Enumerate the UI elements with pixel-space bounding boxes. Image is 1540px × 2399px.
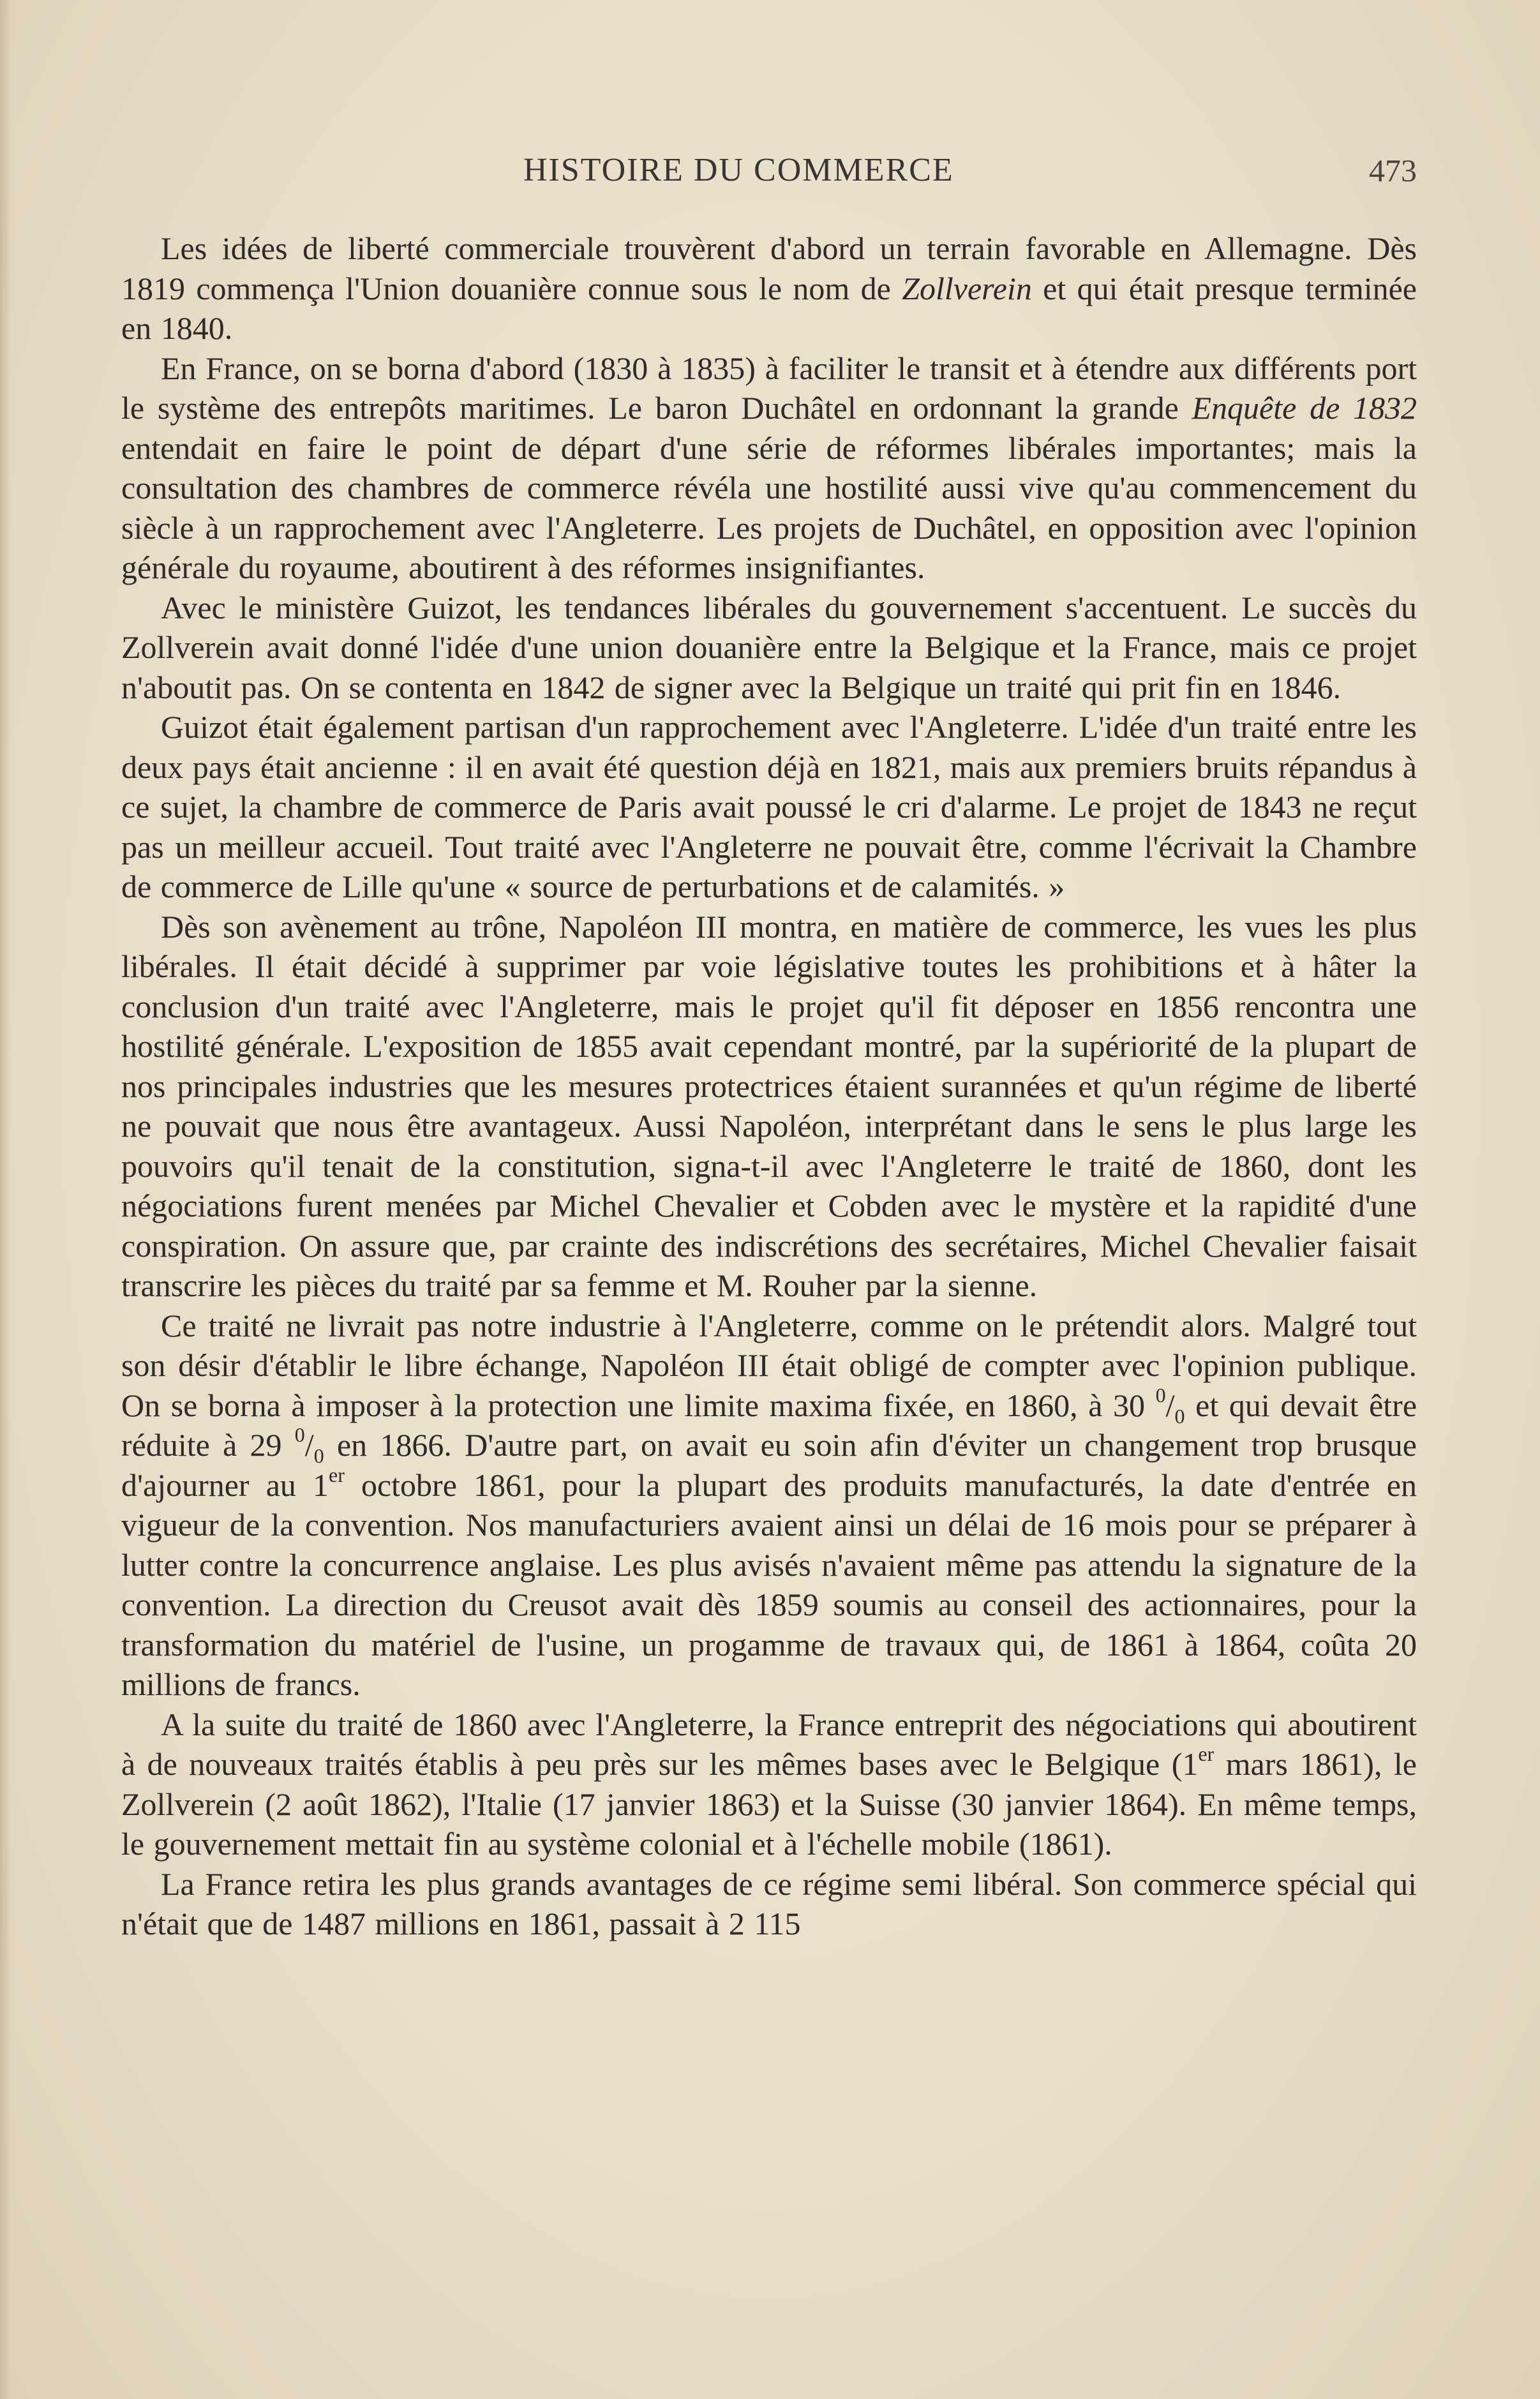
italic-term: Enquête de 1832 (1192, 390, 1417, 426)
percent-sub: 0 (1174, 1404, 1185, 1428)
paragraph-results: La France retira les plus grands avantages de ce régime semi libéral. Son commerce spécial qui n'était que de 1487 millions en 1861, passait à 2 115 (121, 1865, 1417, 1941)
paragraph-treaty-1860 (121, 1306, 1417, 1705)
paragraph-text: et qui était presque terminée en 1840. (121, 270, 1417, 346)
paragraph-text: mars 1861), le Zollverein (2 août 1862), l'Italie (17 janvier 1863) et la Suisse (30 janvier 1864). En même temps, le gouvernement mettait fin au système colonial et à l'échelle mobile (1861). (121, 1746, 1417, 1862)
paragraph-napoleon-iii: Dès son avènement au trône, Napoléon III montra, en matière de commerce, les vues les plus libérales. Il était décidé à supprimer par voie législative toutes les prohibitions et à hâter la conclusion d'un traité avec l'Angleterre, mais le projet qu'il fit déposer en 1856 rencontra une hostilité générale. L'exposition de 1855 avait cependant montré, par la supériorité de la plupart de nos principales industries que les mesures protectrices étaient surannées et qu'un régime de liberté ne pouvait que nous être avantageux. Aussi Napoléon, interprétant dans le sens le plus large les pouvoirs qu'il tenait de la constitution, signa-t-il avec l'Angleterre le traité de 1860, dont les négociations furent menées par Michel Chevalier et Cobden avec le mystère et la rapidité d'une conspiration. On assure que, par crainte des indiscrétions des secrétaires, Michel Chevalier faisait transcrire les pièces du traité par sa femme et M. Rouher par la sienne. (121, 908, 1417, 1303)
paragraph-guizot-england: Guizot était également partisan d'un rapprochement avec l'Angleterre. L'idée d'un traité entre les deux pays était ancienne : il en avait été question déjà en 1821, mais aux premiers bruits répandus à ce sujet, la chambre de commerce de Paris avait poussé le cri d'alarme. Le projet de 1843 ne reçut pas un meilleur accueil. Tout traité avec l'Angleterre ne pouvait être, comme l'écrivait la Chambre de commerce de Lille qu'une « source de perturbations et de calamités. » (121, 709, 1417, 904)
paragraph-guizot-ministry: Avec le ministère Guizot, les tendances libérales du gouvernement s'accentuent. Le succès du Zollverein avait donné l'idée d'une union douanière entre la Belgique et la France, mais ce projet n'aboutit pas. On se contenta en 1842 de signer avec la Belgique un traité qui prit fin en 1846. (121, 589, 1417, 705)
paragraph-text: Les idées de liberté commerciale trouvèrent d'abord un terrain favorable en Allemagne. Dès 1819 commença l'Union douanière connue sous le nom de (121, 230, 1417, 306)
italic-term: Zollverein (902, 270, 1032, 306)
running-header (121, 148, 1417, 193)
percent-sup: 0 (294, 1423, 305, 1447)
paragraph-text: en 1866. D'autre part, on avait eu soin afin d'éviter un changement trop brusque d'ajourner au 1 (121, 1427, 1417, 1503)
ordinal-sup: er (1198, 1742, 1215, 1766)
percent-sup: 0 (1155, 1383, 1166, 1407)
paragraph-france-1830 (121, 348, 1417, 588)
body-text (121, 228, 1417, 1944)
paragraph-text: octobre 1861, pour la plupart des produits manufacturés, la date d'entrée en vigueur de la convention. Nos manufacturiers avaient ainsi un délai de 16 mois pour se préparer à lutter contre la concurrence anglaise. Les plus avisés n'avaient même pas attendu la signature de la convention. La direction du Creusot avait dès 1859 soumis au conseil des actionnaires, pour la transformation du matériel de l'usine, un progamme de travaux qui, de 1861 à 1864, coûta 20 millions de francs. (121, 1467, 1417, 1702)
percent-slash: / (304, 1427, 314, 1463)
page-number: 473 (1369, 153, 1417, 188)
paragraph-text: A la suite du traité de 1860 avec l'Angleterre, la France entreprit des négociations qui aboutirent à de nouveaux traités établis à peu près sur les mêmes bases avec le Belgique (1 (121, 1706, 1417, 1782)
paragraph-text: En France, on se borna d'abord (1830 à 1835) à faciliter le transit et à étendre aux différents port le système des entrepôts maritimes. Le baron Duchâtel en ordonnant la grande (121, 350, 1417, 426)
paragraph-zollverein (121, 228, 1417, 348)
page-edge-shadow (0, 0, 11, 2399)
paragraph-text: entendait en faire le point de départ d'une série de réformes libérales importantes; mais la consultation des chambres de commerce révéla une hostilité aussi vive qu'au commencement du siècle à un rapprochement avec l'Angleterre. Les projets de Duchâtel, en opposition avec l'opinion générale du royaume, aboutirent à des réformes insignifiantes. (121, 430, 1417, 585)
paragraph-text: Ce traité ne livrait pas notre industrie à l'Angleterre, comme on le prétendit alors. Malgré tout son désir d'établir le libre échange, Napoléon III était obligé de compter avec l'opinion publique. On se borna à imposer à la protection une limite maxima fixée, en 1860, à 30 (121, 1307, 1417, 1423)
running-title: HISTOIRE DU COMMERCE (523, 152, 954, 188)
ordinal-sup: er (329, 1463, 345, 1486)
percent-slash: / (1165, 1387, 1175, 1423)
paragraph-text: et qui devait être réduite à 29 (121, 1387, 1417, 1463)
percent-sub: 0 (313, 1444, 324, 1467)
paragraph-new-treaties (121, 1705, 1417, 1864)
